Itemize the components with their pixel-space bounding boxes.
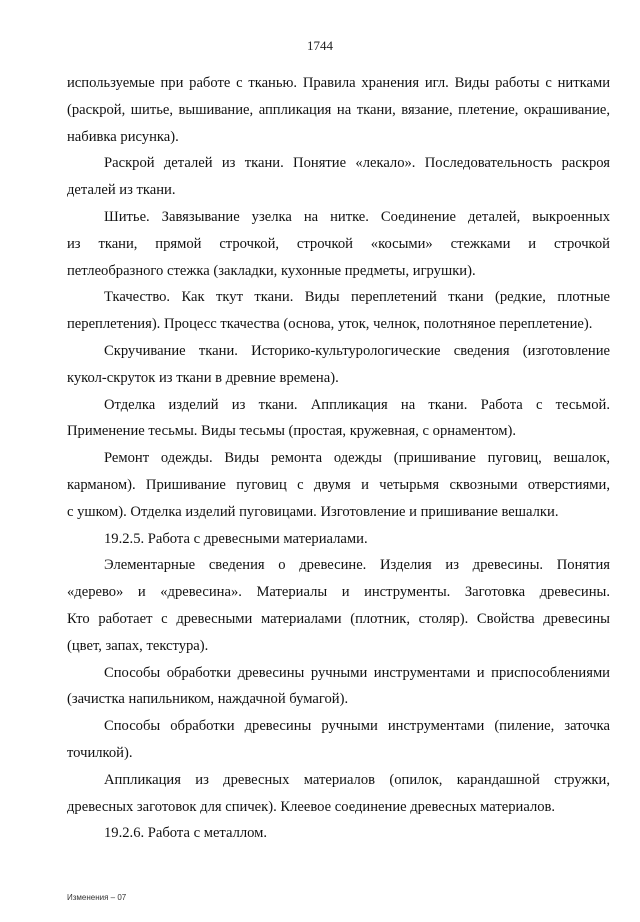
text-line: Кто работает с древесными материалами (плотник, столяр). Свойства древесины xyxy=(67,610,610,627)
text-line: набивка рисунка). xyxy=(67,128,179,145)
text-line: с ушком). Отделка изделий пуговицами. Изготовление и пришивание вешалки. xyxy=(67,503,559,520)
paragraph xyxy=(67,338,610,392)
text-line: из ткани, прямой строчкой, строчкой «косыми» стежками и строчкой xyxy=(67,235,610,252)
text-line: Скручивание ткани. Историко-культурологические сведения (изготовление xyxy=(104,342,610,359)
paragraph xyxy=(67,150,610,204)
text-line: древесных заготовок для спичек). Клеевое соединение древесных материалов. xyxy=(67,798,556,815)
paragraph xyxy=(67,660,610,714)
text-line: Шитье. Завязывание узелка на нитке. Соединение деталей, выкроенных xyxy=(104,208,610,225)
paragraph xyxy=(67,70,610,150)
paragraph xyxy=(67,392,610,446)
paragraph xyxy=(67,552,610,659)
paragraph xyxy=(67,713,610,767)
paragraph xyxy=(67,767,610,821)
text-line: (цвет, запах, текстура). xyxy=(67,637,209,654)
text-line: 19.2.6. Работа с металлом. xyxy=(104,825,268,842)
text-line: точилкой). xyxy=(67,744,133,761)
paragraph xyxy=(67,445,610,525)
text-line: Ремонт одежды. Виды ремонта одежды (пришивание пуговиц, вешалок, xyxy=(104,450,610,467)
text-line: используемые при работе с тканью. Правила хранения игл. Виды работы с нитками xyxy=(67,75,610,91)
page-number: 1744 xyxy=(307,38,333,53)
text-line: Применение тесьмы. Виды тесьмы (простая, кружевная, с орнаментом). xyxy=(67,423,517,440)
text-line: «дерево» и «древесина». Материалы и инструменты. Заготовка древесины. xyxy=(67,584,610,601)
paragraph xyxy=(67,820,610,847)
text-line: карманом). Пришивание пуговиц с двумя и четырьмя сквозными отверстиями, xyxy=(67,476,610,493)
text-line: (зачистка напильником, наждачной бумагой). xyxy=(67,691,349,708)
text-line: 19.2.5. Работа с древесными материалами. xyxy=(104,530,368,547)
text-line: петлеобразного стежка (закладки, кухонные предметы, игрушки). xyxy=(67,262,476,279)
text-line: (раскрой, шитье, вышивание, аппликация на ткани, вязание, плетение, окрашивание, xyxy=(67,101,610,118)
text-line: переплетения). Процесс ткачества (основа, уток, челнок, полотняное переплетение). xyxy=(67,316,593,333)
text-line: деталей из ткани. xyxy=(67,182,176,199)
paragraph xyxy=(67,526,610,553)
paragraph xyxy=(67,284,610,338)
text-line: Раскрой деталей из ткани. Понятие «лекало». Последовательность раскроя xyxy=(104,155,610,172)
text-line: Способы обработки древесины ручными инструментами и приспособлениями xyxy=(104,664,610,681)
page-footer: Изменения – 07 xyxy=(67,893,127,902)
text-line: Аппликация из древесных материалов (опилок, карандашной стружки, xyxy=(104,771,610,788)
document-body xyxy=(67,70,610,847)
text-line: Отделка изделий из ткани. Аппликация на ткани. Работа с тесьмой. xyxy=(104,396,610,413)
paragraph xyxy=(67,204,610,284)
text-line: Ткачество. Как ткут ткани. Виды переплетений ткани (редкие, плотные xyxy=(104,289,610,306)
text-line: Способы обработки древесины ручными инструментами (пиление, заточка xyxy=(104,718,610,735)
text-line: кукол-скруток из ткани в древние времена). xyxy=(67,369,339,386)
text-line: Элементарные сведения о древесине. Изделия из древесины. Понятия xyxy=(104,557,610,574)
